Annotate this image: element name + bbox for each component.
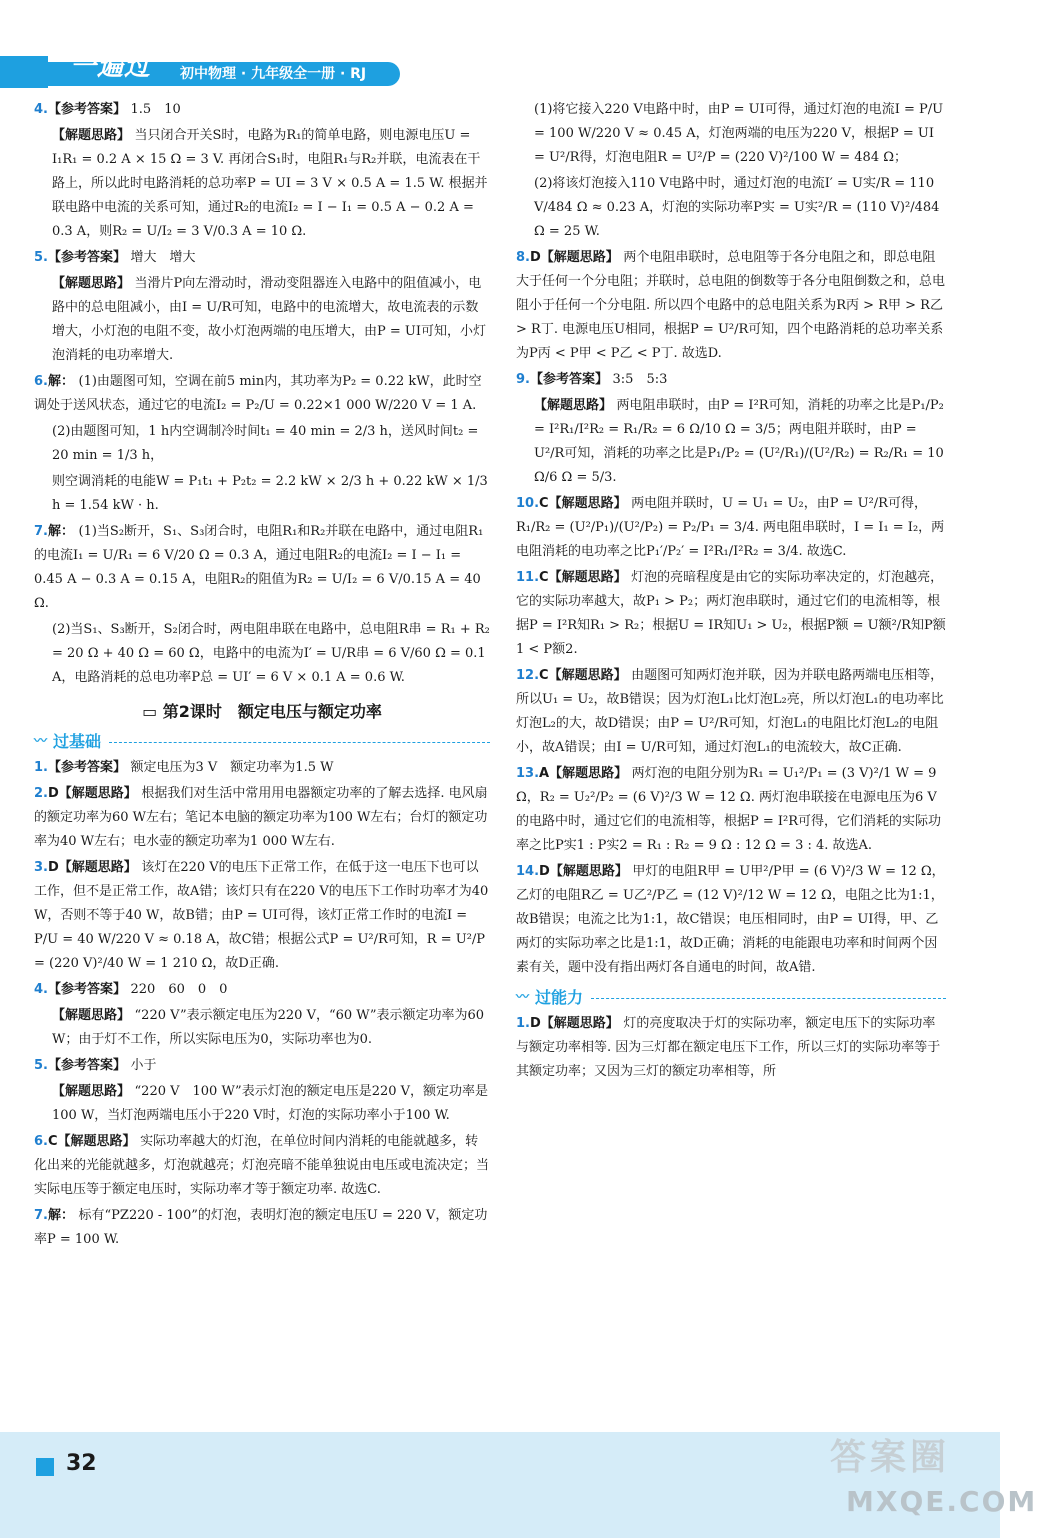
item-text: 1.5 10 <box>130 102 181 117</box>
answer-item <box>516 664 946 760</box>
item-text: (1)当S₂断开，S₁、S₃闭合时，电阻R₁和R₂并联在电路中，通过电阻R₁的电流I₁ = U/R₁ = 6 V/20 Ω = 0.3 A，通过电阻R₂的电流I₂ = I − I₁ = 0.45 A − 0.3 A = 0.15 A，电阻R₂的阻值为R₂ = U/I₂ = 6 V/0.15 A = 40 Ω. <box>34 524 484 611</box>
answer-item <box>34 246 490 270</box>
item-text: 两灯泡的电阻分别为R₁ = U₁²/P₁ = (3 V)²/1 W = 9 Ω，R₂ = U₂²/P₂ = (6 V)²/3 W = 12 Ω. 两灯泡串联接在电源电压为6 V的电路中时，通过它们的电流相等，根据P = I²R可得，它们消耗的实际功率之比P实1 : P实2 = R₁ : R₂ = 9 Ω : 12 Ω = 3 : 4. 故选A. <box>516 766 942 853</box>
item-tag: 【参考答案】 <box>47 250 131 265</box>
answer-item <box>516 566 946 662</box>
subsection-ability-label: 过能力 <box>535 988 584 1007</box>
answer-list-left-2 <box>34 756 490 1252</box>
item-number: 6. <box>34 1134 48 1149</box>
answer-item <box>516 98 946 170</box>
item-tag: D【解题思路】 <box>47 786 142 801</box>
answer-item <box>516 762 946 858</box>
item-tag: C【解题思路】 <box>539 570 632 585</box>
answer-item <box>516 394 946 490</box>
answer-item <box>34 370 490 418</box>
item-text: 根据我们对生活中常用用电器额定功率的了解去选择. 电风扇的额定功率为60 W左右；笔记本电脑的额定功率为100 W左右；台灯的额定功率为40 W左右；电水壶的额定功率为1 000 W左右. <box>34 786 488 849</box>
item-text: 当滑片P向左滑动时，滑动变阻器连入电路中的阻值减小，电路中的总电阻减小，由I = U/R可知，电路中的电流增大，故电流表的示数增大，小灯泡的电阻不变，故小灯泡两端的电压增大，由P = UI可知，小灯泡消耗的电功率增大. <box>52 276 486 363</box>
item-text: 两电阻串联时，由P = I²R可知，消耗的功率之比是P₁/P₂ = I²R₁/I²R₂ = R₁/R₂ = 6 Ω/10 Ω = 3/5；两电阻并联时，由P = U²/R可知，消耗的功率之比是P₁/P₂ = (U²/R₁)/(U²/R₂) = R₂/R₁ = 10 Ω/6 Ω = 5/3. <box>534 398 944 485</box>
item-tag: 【解题思路】 <box>52 276 135 291</box>
item-tag: 【解题思路】 <box>52 1084 135 1099</box>
item-text: 由题图可知两灯泡并联，因为并联电路两端电压相等，所以U₁ = U₂，故B错误；因为灯泡L₁比灯泡L₂亮，所以灯泡L₁的电功率比灯泡L₂的大，故D错误；由P = U²/R可知，灯泡L₁的电阻比灯泡L₂的电阻小，故A错误；由I = U/R可知，通过灯泡L₁的电流较大，故C正确. <box>516 668 944 755</box>
item-number: 14. <box>516 864 540 879</box>
section-title <box>34 700 490 724</box>
page-number: 32 <box>66 1451 97 1476</box>
item-number: 4. <box>34 982 48 997</box>
item-text: (1)由题图可知，空调在前5 min内，其功率为P₂ = 0.22 kW，此时空调处于送风状态，通过它的电流I₂ = P₂/U = 0.22×1 000 W/220 V = 1 A. <box>34 374 482 413</box>
item-tag: 解： <box>47 374 79 389</box>
item-tag: D【解题思路】 <box>529 1016 624 1031</box>
answer-list-right-2 <box>516 1012 946 1084</box>
answer-item <box>516 1012 946 1084</box>
subsection-divider <box>591 998 946 999</box>
item-number: 7. <box>34 1208 48 1223</box>
item-text: “220 V 100 W”表示灯泡的额定电压是220 V，额定功率是100 W，当灯泡两端电压小于220 V时，灯泡的实际功率小于100 W. <box>52 1084 489 1123</box>
item-text: 当只闭合开关S时，电路为R₁的简单电路，则电源电压U = I₁R₁ = 0.2 A × 15 Ω = 3 V. 再闭合S₁时，电阻R₁与R₂并联，电流表在干路上，所以此时电路消耗的总功率P = UI = 3 V × 0.5 A = 1.5 W. 根据并联电路中电流的关系可知，通过R₂的电流I₂ = I − I₁ = 0.5 A − 0.2 A = 0.3 A，则R₂ = U/I₂ = 3 V/0.3 A = 10 Ω. <box>52 128 488 239</box>
item-number: 8. <box>516 250 530 265</box>
answer-item <box>516 368 946 392</box>
item-tag: A【解题思路】 <box>539 766 632 781</box>
item-text: 标有“PZ220 - 100”的灯泡，表明灯泡的额定电压U = 220 V，额定功率P = 100 W. <box>34 1208 488 1247</box>
wave-icon: 〰 <box>34 734 48 749</box>
answer-item <box>34 98 490 122</box>
item-tag: C【解题思路】 <box>47 1134 141 1149</box>
item-text: 灯泡的亮暗程度是由它的实际功率决定的，灯泡越亮，它的实际功率越大，故P₁ > P₂；两灯泡串联时，通过它们的电流相等，根据P = I²R知R₁ > R₂；根据U = IR知U₁ > U₂，根据P额 = U额²/R知P额1 < P额2. <box>516 570 946 657</box>
item-text: (1)将它接入220 V电路中时，由P = UI可得，通过灯泡的电流I = P/U = 100 W/220 V ≈ 0.45 A，灯泡两端的电压为220 V，根据P = UI = U²/R得，灯泡电阻R = U²/P = (220 V)²/100 W = 484 Ω； <box>534 102 944 165</box>
item-number: 5. <box>34 1058 48 1073</box>
left-column <box>34 98 490 1254</box>
answer-item <box>34 782 490 854</box>
answer-item <box>516 172 946 244</box>
item-text: 甲灯的电阻R甲 = U甲²/P甲 = (6 V)²/3 W = 12 Ω，乙灯的电阻R乙 = U乙²/P乙 = (12 V)²/12 W = 12 Ω，电阻之比为1:1，故B错误；电流之比为1:1，故C错误；电压相同时，由P = UI得，甲、乙两灯的实际功率之比是1:1，故D正确；消耗的电能跟电功率和时间两个因素有关，题中没有指出两灯各自通电的时间，故A错. <box>516 864 945 975</box>
answer-item <box>516 860 946 980</box>
brand-logo: 一遍过 <box>70 52 152 82</box>
item-number: 7. <box>34 524 48 539</box>
item-tag: 【参考答案】 <box>47 760 131 775</box>
item-tag: 解： <box>47 524 79 539</box>
item-text: 3:5 5:3 <box>612 372 668 387</box>
answer-item <box>34 618 490 690</box>
item-number: 9. <box>516 372 530 387</box>
answer-list-left <box>34 98 490 690</box>
item-tag: D【解题思路】 <box>539 864 633 879</box>
item-text: 则空调消耗的电能W = P₁t₁ + P₂t₂ = 2.2 kW × 2/3 h + 0.22 kW × 1/3 h = 1.54 kW · h. <box>52 474 488 513</box>
item-text: “220 V”表示额定电压为220 V，“60 W”表示额定功率为60 W；由于灯不工作，所以实际电压为0，实际功率也为0. <box>52 1008 485 1047</box>
answer-item <box>34 1130 490 1202</box>
item-number: 2. <box>34 786 48 801</box>
item-number: 11. <box>516 570 540 585</box>
answer-item <box>34 520 490 616</box>
answer-item <box>34 470 490 518</box>
subsection-divider <box>109 742 490 743</box>
item-number: 3. <box>34 860 48 875</box>
answer-item <box>516 492 946 564</box>
item-number: 6. <box>34 374 48 389</box>
page-marker-icon <box>36 1458 54 1476</box>
subsection-ability <box>516 986 946 1010</box>
answer-list-right <box>516 98 946 980</box>
item-number: 12. <box>516 668 540 683</box>
answer-item <box>34 1054 490 1078</box>
item-text: 小于 <box>130 1058 157 1073</box>
item-tag: 【解题思路】 <box>52 1008 135 1023</box>
answer-item <box>34 1080 490 1128</box>
item-number: 5. <box>34 250 48 265</box>
item-number: 4. <box>34 102 48 117</box>
page-header <box>0 52 470 92</box>
item-tag: D【解题思路】 <box>529 250 624 265</box>
answer-item <box>34 756 490 780</box>
item-tag: 【参考答案】 <box>47 1058 131 1073</box>
item-number: 13. <box>516 766 540 781</box>
answer-item <box>516 246 946 366</box>
item-text: 两电阻并联时，U = U₁ = U₂，由P = U²/R可得，R₁/R₂ = (U²/P₁)/(U²/P₂) = P₂/P₁ = 3/4. 两电阻串联时，I = I₁ = I₂，两电阻消耗的电功率之比P₁′/P₂′ = I²R₁/I²R₂ = 3/4. 故选C. <box>516 496 945 559</box>
answer-item <box>34 420 490 468</box>
answer-item <box>34 1004 490 1052</box>
answer-item <box>34 978 490 1002</box>
item-tag: 【参考答案】 <box>529 372 613 387</box>
answer-item <box>34 1204 490 1252</box>
item-number: 10. <box>516 496 540 511</box>
answer-item <box>34 124 490 244</box>
item-text: (2)由题图可知，1 h内空调制冷时间t₁ = 40 min = 2/3 h，送风时间t₂ = 20 min = 1/3 h， <box>52 424 479 463</box>
subsection-basic-label: 过基础 <box>53 732 102 751</box>
item-text: 额定电压为3 V 额定功率为1.5 W <box>130 760 334 775</box>
item-tag: C【解题思路】 <box>539 668 632 683</box>
right-column <box>516 98 946 1086</box>
item-tag: 【参考答案】 <box>47 102 131 117</box>
item-tag: 解： <box>47 1208 79 1223</box>
header-accent-block <box>0 56 48 88</box>
item-tag: 【解题思路】 <box>52 128 135 143</box>
answer-item <box>34 272 490 368</box>
section-title-text: 第2课时 额定电压与额定功率 <box>162 702 382 721</box>
item-text: 增大 增大 <box>130 250 196 265</box>
item-text: (2)当S₁、S₃断开，S₂闭合时，两电阻串联在电路中，总电阻R串 = R₁ + R₂ = 20 Ω + 40 Ω = 60 Ω，电路中的电流为I′ = U/R串 = 6 V/60 Ω = 0.1 A，电路消耗的总电功率P总 = UI′ = 6 V × 0.1 A = 0.6 W. <box>52 622 490 685</box>
item-tag: 【参考答案】 <box>47 982 131 997</box>
item-text: 两个电阻串联时，总电阻等于各分电阻之和，即总电阻大于任何一个分电阻；并联时，总电阻的倒数等于各分电阻倒数之和，总电阻小于任何一个分电阻. 所以四个电路中的总电阻关系为R丙 > R甲 > R乙 > R丁. 电源电压U相同，根据P = U²/R可知，四个电路消耗的总功率关系为P丙 < P甲 < P乙 < P丁. 故选D. <box>516 250 946 361</box>
item-number: 1. <box>34 760 48 775</box>
item-text: (2)将该灯泡接入110 V电路中时，通过灯泡的电流I′ = U实/R = 110 V/484 Ω ≈ 0.23 A，灯泡的实际功率P实 = U实²/R = (110 V)²/484 Ω = 25 W. <box>534 176 940 239</box>
watermark-logo: 答案圈 <box>830 1437 951 1478</box>
header-subject: 初中物理 · 九年级全一册 · RJ <box>180 66 367 82</box>
lesson-icon: ▭ <box>142 702 163 721</box>
wave-icon: 〰 <box>516 990 530 1005</box>
answer-item <box>34 856 490 976</box>
item-number: 1. <box>516 1016 530 1031</box>
watermark-url: MXQE.COM <box>846 1485 1037 1518</box>
item-tag: C【解题思路】 <box>539 496 632 511</box>
item-text: 220 60 0 0 <box>130 982 228 997</box>
item-text: 该灯在220 V的电压下正常工作，在低于这一电压下也可以工作，但不是正常工作，故A错；该灯只有在220 V的电压下工作时功率才为40 W，否则不等于40 W，故B错；由P = UI可得，该灯正常工作时的电流I = P/U = 40 W/220 V ≈ 0.18 A，故C错；根据公式P = U²/R可知，R = U²/P = (220 V)²/40 W = 1 210 Ω，故D正确. <box>34 860 489 971</box>
item-text: 灯的亮度取决于灯的实际功率，额定电压下的实际功率与额定功率相等. 因为三灯都在额定电压下工作，所以三灯的实际功率等于其额定功率；又因为三灯的额定功率相等，所 <box>516 1016 941 1079</box>
item-tag: D【解题思路】 <box>47 860 142 875</box>
item-text: 实际功率越大的灯泡，在单位时间内消耗的电能就越多，转化出来的光能就越多，灯泡就越亮；灯泡亮暗不能单独说由电压或电流决定；当实际电压等于额定电压时，实际功率才等于额定功率. 故选C. <box>34 1134 490 1197</box>
subsection-basic <box>34 730 490 754</box>
item-tag: 【解题思路】 <box>534 398 617 413</box>
